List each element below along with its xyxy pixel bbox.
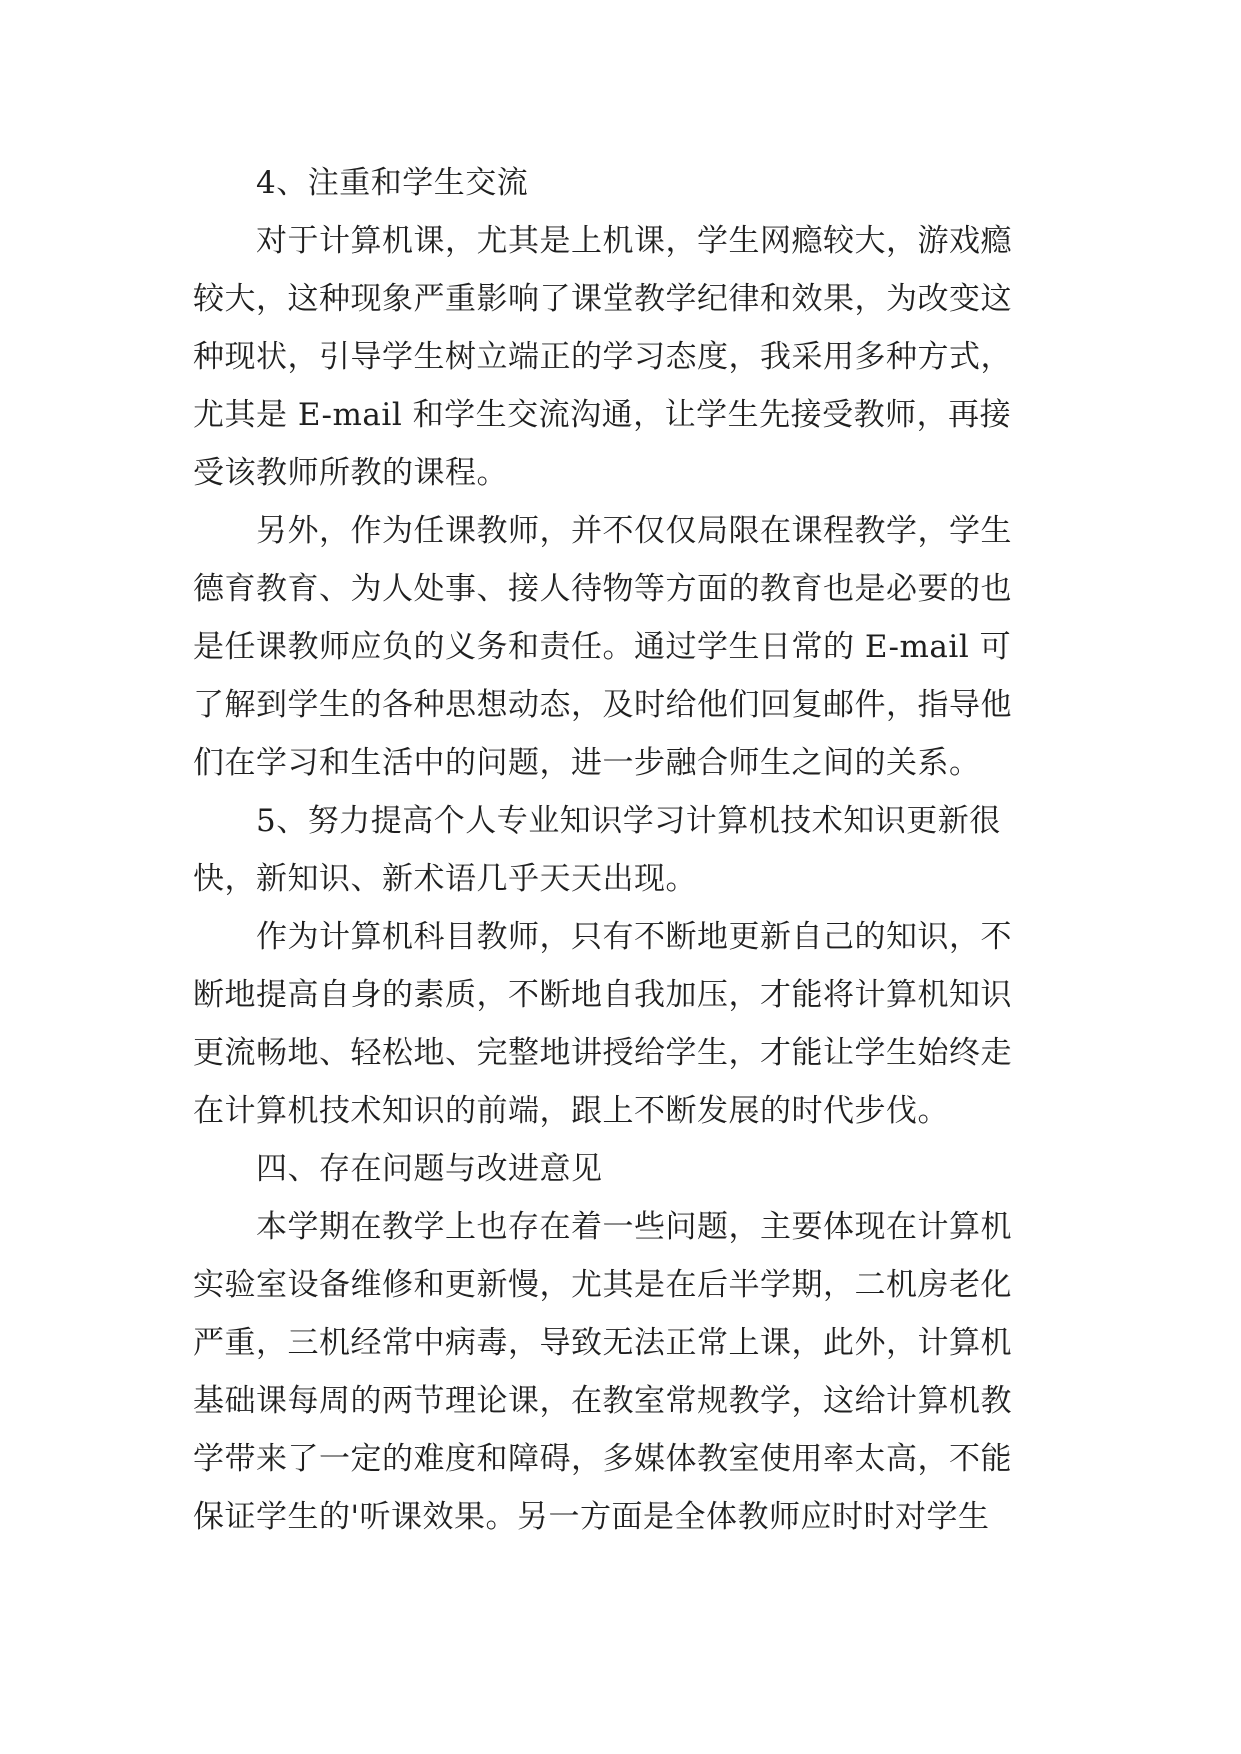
paragraph-line: 断地提高自身的素质，不断地自我加压，才能将计算机知识 <box>193 977 1012 1013</box>
paragraph-line: 严重，三机经常中病毒，导致无法正常上课，此外，计算机 <box>193 1325 1012 1361</box>
paragraph-line: 较大，这种现象严重影响了课堂教学纪律和效果，为改变这 <box>193 281 1012 317</box>
paragraph-line: 实验室设备维修和更新慢，尤其是在后半学期，二机房老化 <box>193 1267 1012 1303</box>
section-heading-four: 四、存在问题与改进意见 <box>256 1151 603 1187</box>
paragraph-line: 快，新知识、新术语几乎天天出现。 <box>193 861 697 897</box>
paragraph-line: 另外，作为任课教师，并不仅仅局限在课程教学，学生 <box>256 513 1012 549</box>
paragraph-line: 种现状，引导学生树立端正的学习态度，我采用多种方式， <box>193 339 1012 375</box>
paragraph-line: 保证学生的'听课效果。另一方面是全体教师应时时对学生 <box>193 1499 990 1535</box>
paragraph-line: 了解到学生的各种思想动态，及时给他们回复邮件，指导他 <box>193 687 1012 723</box>
paragraph-line: 对于计算机课，尤其是上机课，学生网瘾较大，游戏瘾 <box>256 223 1012 259</box>
paragraph-line: 受该教师所教的课程。 <box>193 455 508 491</box>
heading-5: 5、努力提高个人专业知识学习计算机技术知识更新很 <box>256 803 1001 839</box>
paragraph-line: 更流畅地、轻松地、完整地讲授给学生，才能让学生始终走 <box>193 1035 1012 1071</box>
heading-4: 4、注重和学生交流 <box>256 165 529 201</box>
paragraph-line: 德育教育、为人处事、接人待物等方面的教育也是必要的也 <box>193 571 1012 607</box>
paragraph-line: 们在学习和生活中的问题，进一步融合师生之间的关系。 <box>193 745 981 781</box>
paragraph-line: 基础课每周的两节理论课，在教室常规教学，这给计算机教 <box>193 1383 1012 1419</box>
paragraph-line: 是任课教师应负的义务和责任。通过学生日常的 E-mail 可 <box>193 629 1012 665</box>
paragraph-line: 作为计算机科目教师，只有不断地更新自己的知识，不 <box>256 919 1012 955</box>
paragraph-line: 尤其是 E-mail 和学生交流沟通，让学生先接受教师，再接 <box>193 397 1012 433</box>
paragraph-line: 本学期在教学上也存在着一些问题，主要体现在计算机 <box>256 1209 1012 1245</box>
paragraph-line: 在计算机技术知识的前端，跟上不断发展的时代步伐。 <box>193 1093 949 1129</box>
paragraph-line: 学带来了一定的难度和障碍，多媒体教室使用率太高，不能 <box>193 1441 1012 1477</box>
